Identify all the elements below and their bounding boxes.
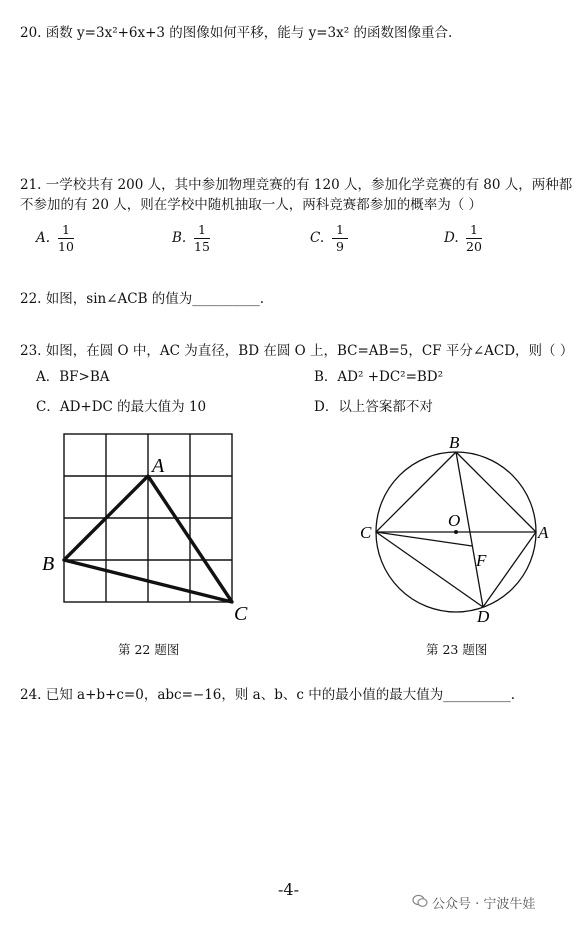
question-22: 22. 如图，sin∠ACB 的值为__________.	[20, 291, 265, 307]
fraction-denominator: 20	[466, 239, 482, 254]
figure-22-caption: 第 22 题图	[118, 642, 180, 657]
wechat-icon	[412, 893, 428, 909]
q23-option-d: D．以上答案都不对	[314, 399, 433, 415]
center-o-dot	[454, 530, 458, 534]
fig22-label-a: A	[152, 455, 165, 477]
q23-option-a: A．BF>BA	[36, 369, 110, 385]
fig23-label-a: A	[538, 523, 549, 542]
q21-option-c-label: C.	[310, 230, 325, 246]
fig22-label-c: C	[234, 603, 248, 625]
fig23-label-o: O	[448, 511, 461, 530]
fig23-label-b: B	[449, 433, 460, 452]
fraction-denominator: 15	[194, 239, 210, 254]
figure-23-caption: 第 23 题图	[426, 642, 488, 657]
q21-option-b-label: B.	[172, 230, 187, 246]
fraction-denominator: 10	[58, 239, 74, 254]
fig23-label-c: C	[360, 523, 372, 542]
fraction-denominator: 9	[336, 239, 344, 254]
fraction-numerator: 1	[332, 222, 348, 239]
q23-option-c: C．AD+DC 的最大值为 10	[36, 399, 207, 415]
fraction-numerator: 1	[466, 222, 482, 239]
q23-option-b: B．AD² +DC²=BD²	[314, 369, 444, 385]
fig23-label-f: F	[476, 551, 487, 570]
fig23-label-d: D	[477, 607, 490, 626]
question-21-line-2: 不参加的有 20 人，则在学校中随机抽取一人，两科竞赛都参加的概率为（ ）	[20, 197, 483, 213]
q21-option-d-label: D.	[444, 230, 459, 246]
q21-option-a-label: A.	[36, 230, 51, 246]
page-number: -4-	[278, 880, 299, 899]
question-23: 23. 如图，在圆 O 中，AC 为直径，BD 在圆 O 上，BC=AB=5，CF 平分∠ACD，则（ ）	[20, 343, 574, 359]
question-24: 24. 已知 a+b+c=0，abc=−16，则 a、b、c 中的最小值的最大值为__________.	[20, 687, 516, 703]
fraction-numerator: 1	[194, 222, 210, 239]
grid	[64, 434, 232, 602]
watermark: 公众号 · 宁波牛娃	[432, 897, 536, 912]
fraction-numerator: 1	[58, 222, 74, 239]
question-21-line-1: 21. 一学校共有 200 人，其中参加物理竞赛的有 120 人，参加化学竞赛的有 80 人，两种都	[20, 177, 573, 193]
question-20: 20. 函数 y=3x²+6x+3 的图像如何平移，能与 y=3x² 的函数图像重合.	[20, 25, 453, 41]
fig22-label-b: B	[42, 553, 55, 575]
